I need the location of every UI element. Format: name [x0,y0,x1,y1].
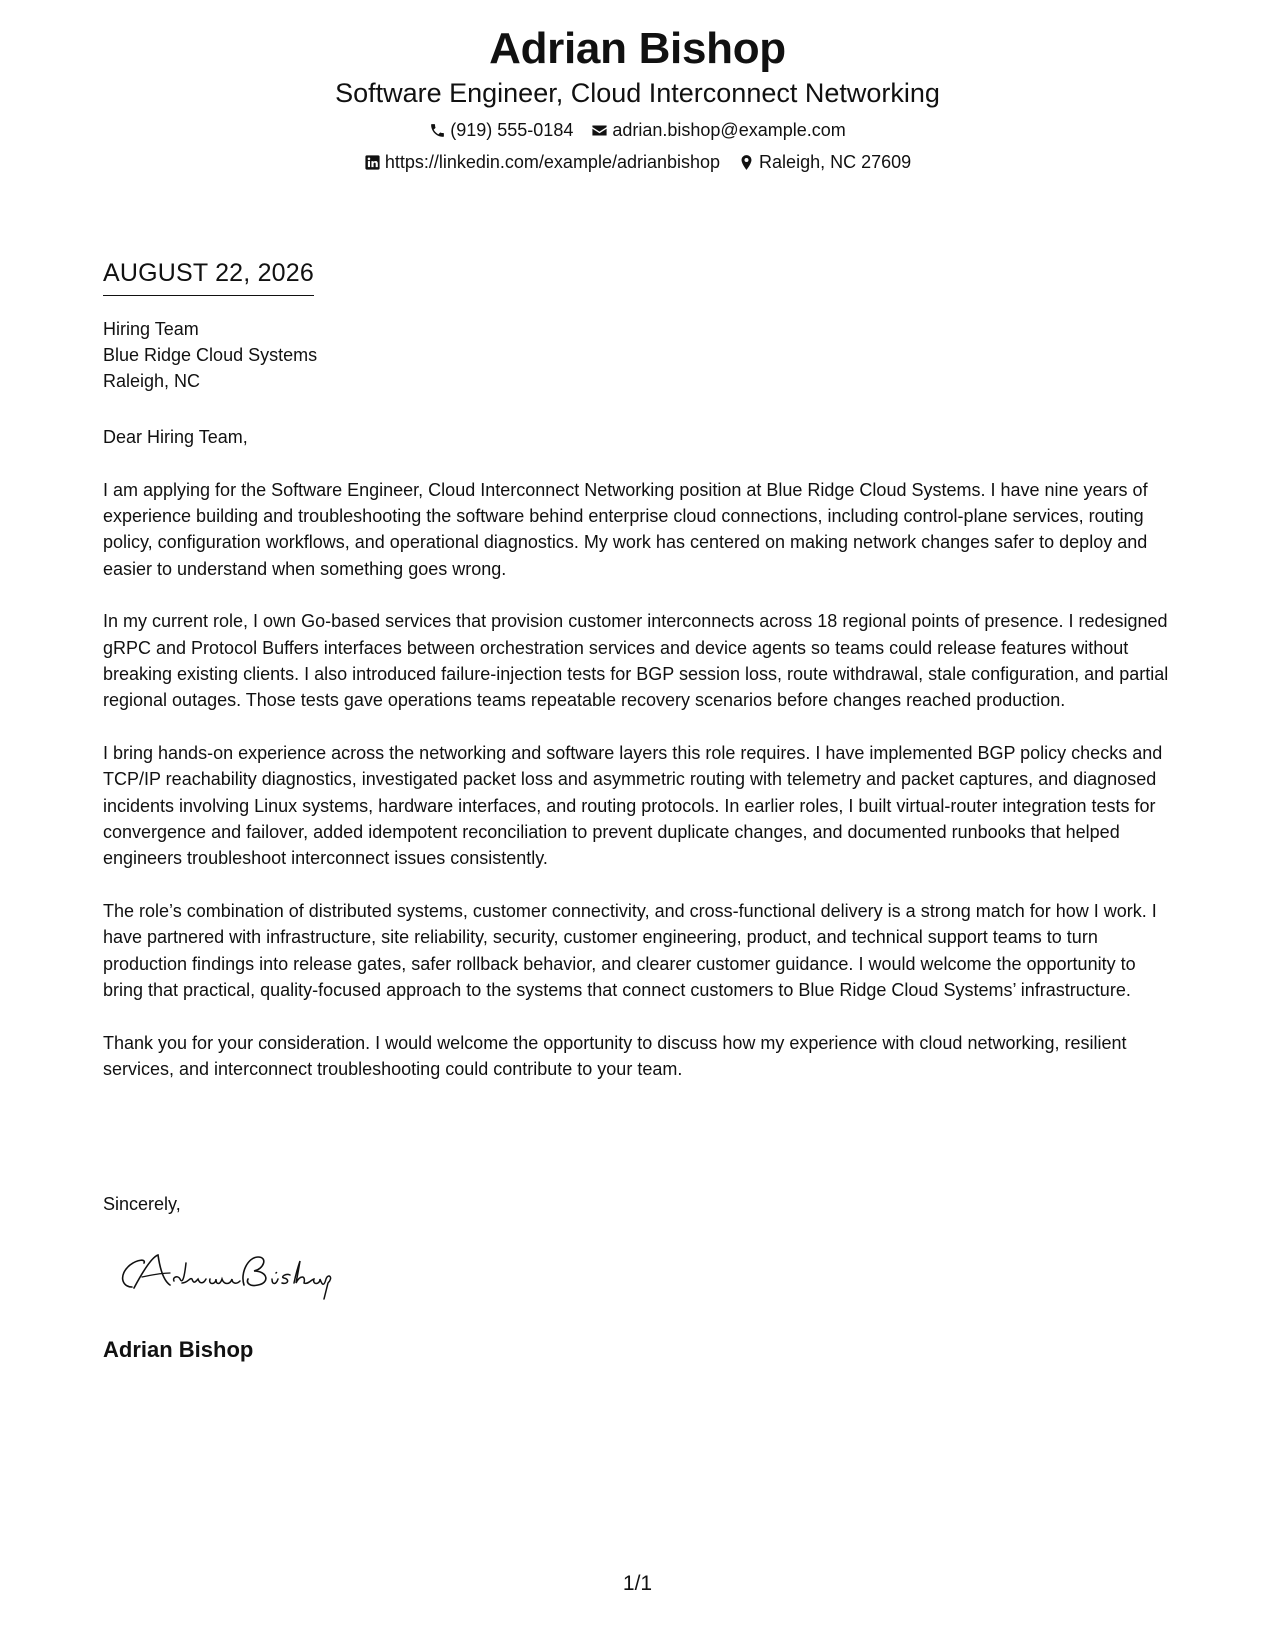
phone-text: (919) 555-0184 [450,120,574,140]
email-link[interactable]: adrian.bishop@example.com [612,120,846,140]
body-paragraph: Thank you for your consideration. I would welcome the opportunity to discuss how my experience with cloud networking, resilient services, and interconnect troubleshooting could contribute to your team. [103,1032,1127,1080]
body-paragraph: The role’s combination of distributed systems, customer connectivity, and cross-functional delivery is a strong match for how I work. I have partnered with infrastructure, site reliability, security, customer engineering, product, and technical support teams to turn production findings into release gates, safer rollback behavior, and clearer customer guidance. I would welcome the opportunity to bring that practical, quality-focused approach to the systems that connect customers to Blue Ridge Cloud Systems’ infrastructure. [103,901,1157,1001]
body-paragraph: In my current role, I own Go-based services that provision customer interconnects across 18 regional points of presence. I redesigned gRPC and Protocol Buffers interfaces between orchestration services and device agents so teams could release features without breaking existing clients. I also introduced failure-injection tests for BGP session loss, route withdrawal, stale configuration, and partial regional outages. Those tests gave operations teams repeatable recovery scenarios before changes reached production. [103,611,1169,711]
linkedin-link[interactable]: https://linkedin.com/example/adrianbishop [384,152,721,172]
envelope-icon [591,122,608,139]
letter-body [103,424,1173,1109]
page-number: 1/1 [622,1572,653,1595]
contact-location [738,150,911,174]
recipient-line: Blue Ridge Cloud Systems [103,345,318,365]
map-marker-icon [738,154,755,171]
recipient-line: Raleigh, NC [103,371,201,391]
body-paragraph: I am applying for the Software Engineer, Cloud Interconnect Networking position at Blue Ridge Cloud Systems. I have nine years of experience building and troubleshooting the software behind enterprise cloud connections, including control-plane services, routing policy, configuration workflows, and operational diagnostics. My work has centered on making network changes safer to deploy and easier to understand when something goes wrong. [103,479,1148,579]
letter-date: AUGUST 22, 2026 [103,257,314,296]
closing: Sincerely, [103,1194,181,1214]
handwritten-signature [112,1243,362,1303]
recipient-line: Hiring Team [103,319,199,339]
contact-email[interactable] [591,118,845,142]
salutation: Dear Hiring Team, [103,427,248,447]
recipient-block [103,316,317,394]
applicant-title: Software Engineer, Cloud Interconnect Networking [335,78,940,108]
contact-row-1 [0,118,1275,142]
letter-header [0,22,1275,174]
contact-phone [429,118,573,142]
body-paragraph: I bring hands-on experience across the networking and software layers this role requires. I have implemented BGP policy checks and TCP/IP reachability diagnostics, investigated packet loss and asymmetric routing with telemetry and packet captures, and diagnosed incidents involving Linux systems, hardware interfaces, and routing protocols. In earlier roles, I built virtual-router integration tests for convergence and failover, added idempotent reconciliation to prevent duplicate changes, and documented runbooks that helped engineers troubleshoot interconnect issues consistently. [103,743,1163,869]
phone-icon [429,122,446,139]
signer-name: Adrian Bishop [103,1337,254,1362]
applicant-name: Adrian Bishop [489,24,786,73]
contact-linkedin[interactable] [364,150,720,174]
linkedin-icon [364,154,381,171]
location-text: Raleigh, NC 27609 [759,152,912,172]
contact-row-2 [0,150,1275,174]
